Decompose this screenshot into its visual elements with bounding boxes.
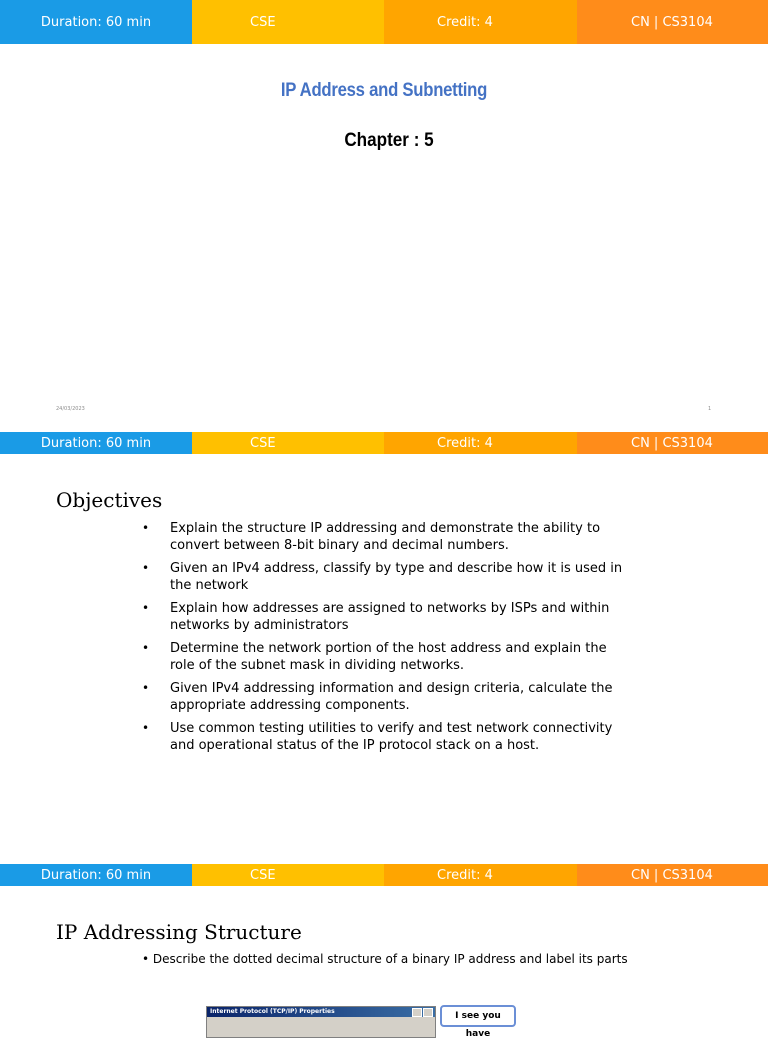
window-buttons bbox=[412, 1008, 433, 1017]
objectives-list bbox=[0, 520, 768, 760]
slide-objectives bbox=[0, 432, 768, 864]
objectives-heading: Objectives bbox=[56, 488, 163, 512]
list-item: • Explain the structure IP addressing and demonstrate the ability to convert between 8-bit binary and decimal numbers. bbox=[142, 521, 601, 553]
header-course: CN | CS3104 bbox=[577, 432, 768, 454]
tcpip-properties-screenshot bbox=[206, 1006, 436, 1038]
bullet-icon: • bbox=[142, 641, 150, 655]
header-duration: Duration: 60 min bbox=[0, 432, 192, 454]
header-bar bbox=[0, 432, 768, 454]
slide-title bbox=[0, 0, 768, 432]
header-credit: Credit: 4 bbox=[384, 864, 577, 886]
list-item: • Use common testing utilities to verify and test network connectivity and operational status of the IP protocol stack on a host. bbox=[142, 721, 613, 753]
header-duration: Duration: 60 min bbox=[0, 0, 192, 44]
bullet-icon: • bbox=[142, 601, 150, 615]
header-department: CSE bbox=[192, 0, 384, 44]
ip-structure-bullet: • Describe the dotted decimal structure of a binary IP address and label its parts bbox=[142, 952, 628, 966]
screenshot-title: Internet Protocol (TCP/IP) Properties bbox=[210, 1008, 335, 1015]
header-department: CSE bbox=[192, 432, 384, 454]
header-bar bbox=[0, 0, 768, 44]
list-item: • Given IPv4 addressing information and design criteria, calculate the appropriate addressing components. bbox=[142, 681, 613, 713]
list-item: • Explain how addresses are assigned to networks by ISPs and within networks by administrators bbox=[142, 601, 610, 633]
bullet-icon: • bbox=[142, 721, 150, 735]
header-duration: Duration: 60 min bbox=[0, 864, 192, 886]
header-credit: Credit: 4 bbox=[384, 0, 577, 44]
list-item: • Given an IPv4 address, classify by type and describe how it is used in the network bbox=[142, 561, 623, 593]
close-icon bbox=[423, 1008, 433, 1017]
header-course: CN | CS3104 bbox=[577, 0, 768, 44]
callout-bubble: I see you have bbox=[440, 1005, 516, 1027]
header-department: CSE bbox=[192, 864, 384, 886]
slide-ip-structure bbox=[0, 864, 768, 1039]
header-course: CN | CS3104 bbox=[577, 864, 768, 886]
footer-page-number: 1 bbox=[708, 406, 712, 412]
list-item: • Determine the network portion of the host address and explain the role of the subnet mask in dividing networks. bbox=[142, 641, 607, 673]
screenshot-titlebar bbox=[207, 1007, 435, 1017]
bullet-icon: • bbox=[142, 681, 150, 695]
chapter-label: Chapter : 5 bbox=[344, 130, 434, 151]
footer-date: 24/03/2023 bbox=[56, 406, 85, 412]
slide-title-text: IP Address and Subnetting bbox=[280, 80, 488, 101]
header-bar bbox=[0, 864, 768, 886]
bullet-icon: • bbox=[142, 561, 150, 575]
header-credit: Credit: 4 bbox=[384, 432, 577, 454]
ip-structure-heading: IP Addressing Structure bbox=[56, 920, 302, 944]
bullet-icon: • bbox=[142, 521, 150, 535]
help-icon bbox=[412, 1008, 422, 1017]
